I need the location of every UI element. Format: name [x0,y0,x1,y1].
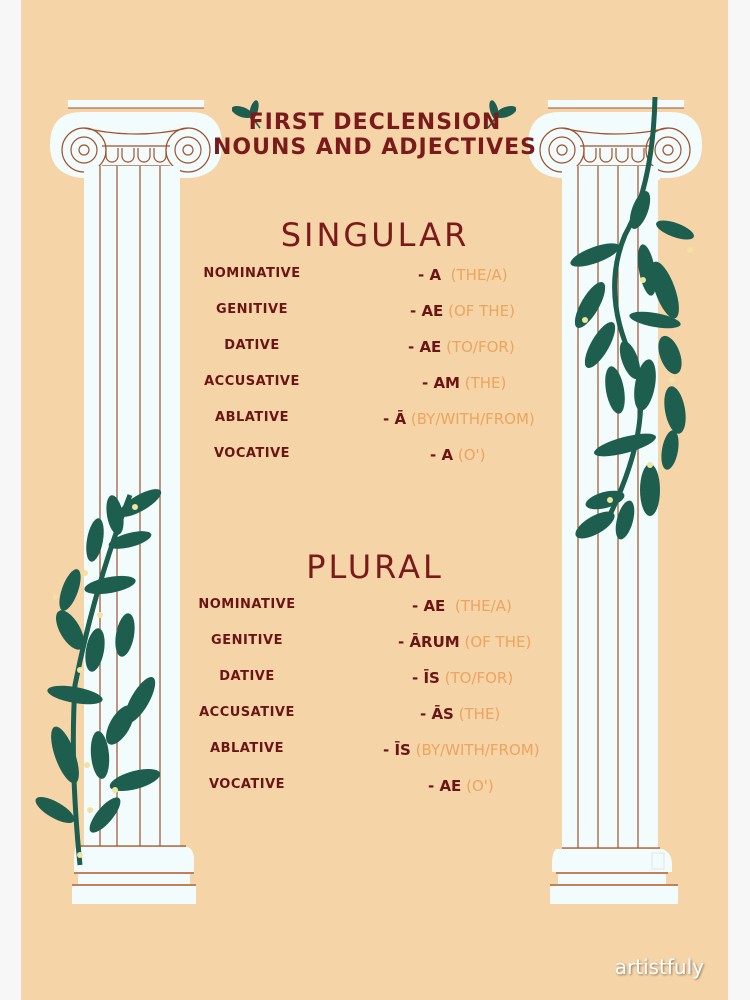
title-line-1: FIRST DECLENSION [248,110,502,135]
ending: - AE (TO/FOR) [408,338,515,356]
ending: - AE (THE/A) [412,597,512,615]
ending: - AE (O') [428,777,494,795]
plural-row [0,669,750,691]
plural-row [0,705,750,727]
case-label: ACCUSATIVE [199,705,295,720]
singular-row [0,266,750,288]
title-line-2: NOUNS AND ADJECTIVES [213,135,537,160]
plural-row [0,633,750,655]
case-label: DATIVE [219,669,275,684]
singular-row [0,302,750,324]
singular-row [0,374,750,396]
plural-heading: PLURAL [306,548,444,586]
plural-row [0,777,750,799]
ending: - AE (OF THE) [410,302,515,320]
ending: - A (O') [430,446,486,464]
ending: - ĀRUM (OF THE) [398,633,532,651]
case-label: DATIVE [224,338,280,353]
singular-heading: SINGULAR [280,216,470,254]
case-label: GENITIVE [216,302,288,317]
ending: - Ā (BY/WITH/FROM) [383,410,535,428]
ending: - A (THE/A) [418,266,508,284]
case-label: VOCATIVE [213,446,291,461]
watermark: artistfuly [614,955,704,979]
case-label: ABLATIVE [215,410,289,425]
case-label: NOMINATIVE [198,597,296,612]
singular-row [0,446,750,468]
case-label: ABLATIVE [210,741,284,756]
right-laurel-vine-icon [565,95,705,555]
ending: - ĪS (TO/FOR) [412,669,514,687]
ending: - AM (THE) [422,374,507,392]
plural-row [0,597,750,619]
case-label: GENITIVE [211,633,283,648]
case-label: VOCATIVE [208,777,286,792]
singular-row [0,338,750,360]
singular-row [0,410,750,432]
ending: - ĪS (BY/WITH/FROM) [383,741,540,759]
ending: - ĀS (THE) [420,705,501,723]
case-label: NOMINATIVE [203,266,301,281]
plural-row [0,741,750,763]
case-label: ACCUSATIVE [204,374,300,389]
